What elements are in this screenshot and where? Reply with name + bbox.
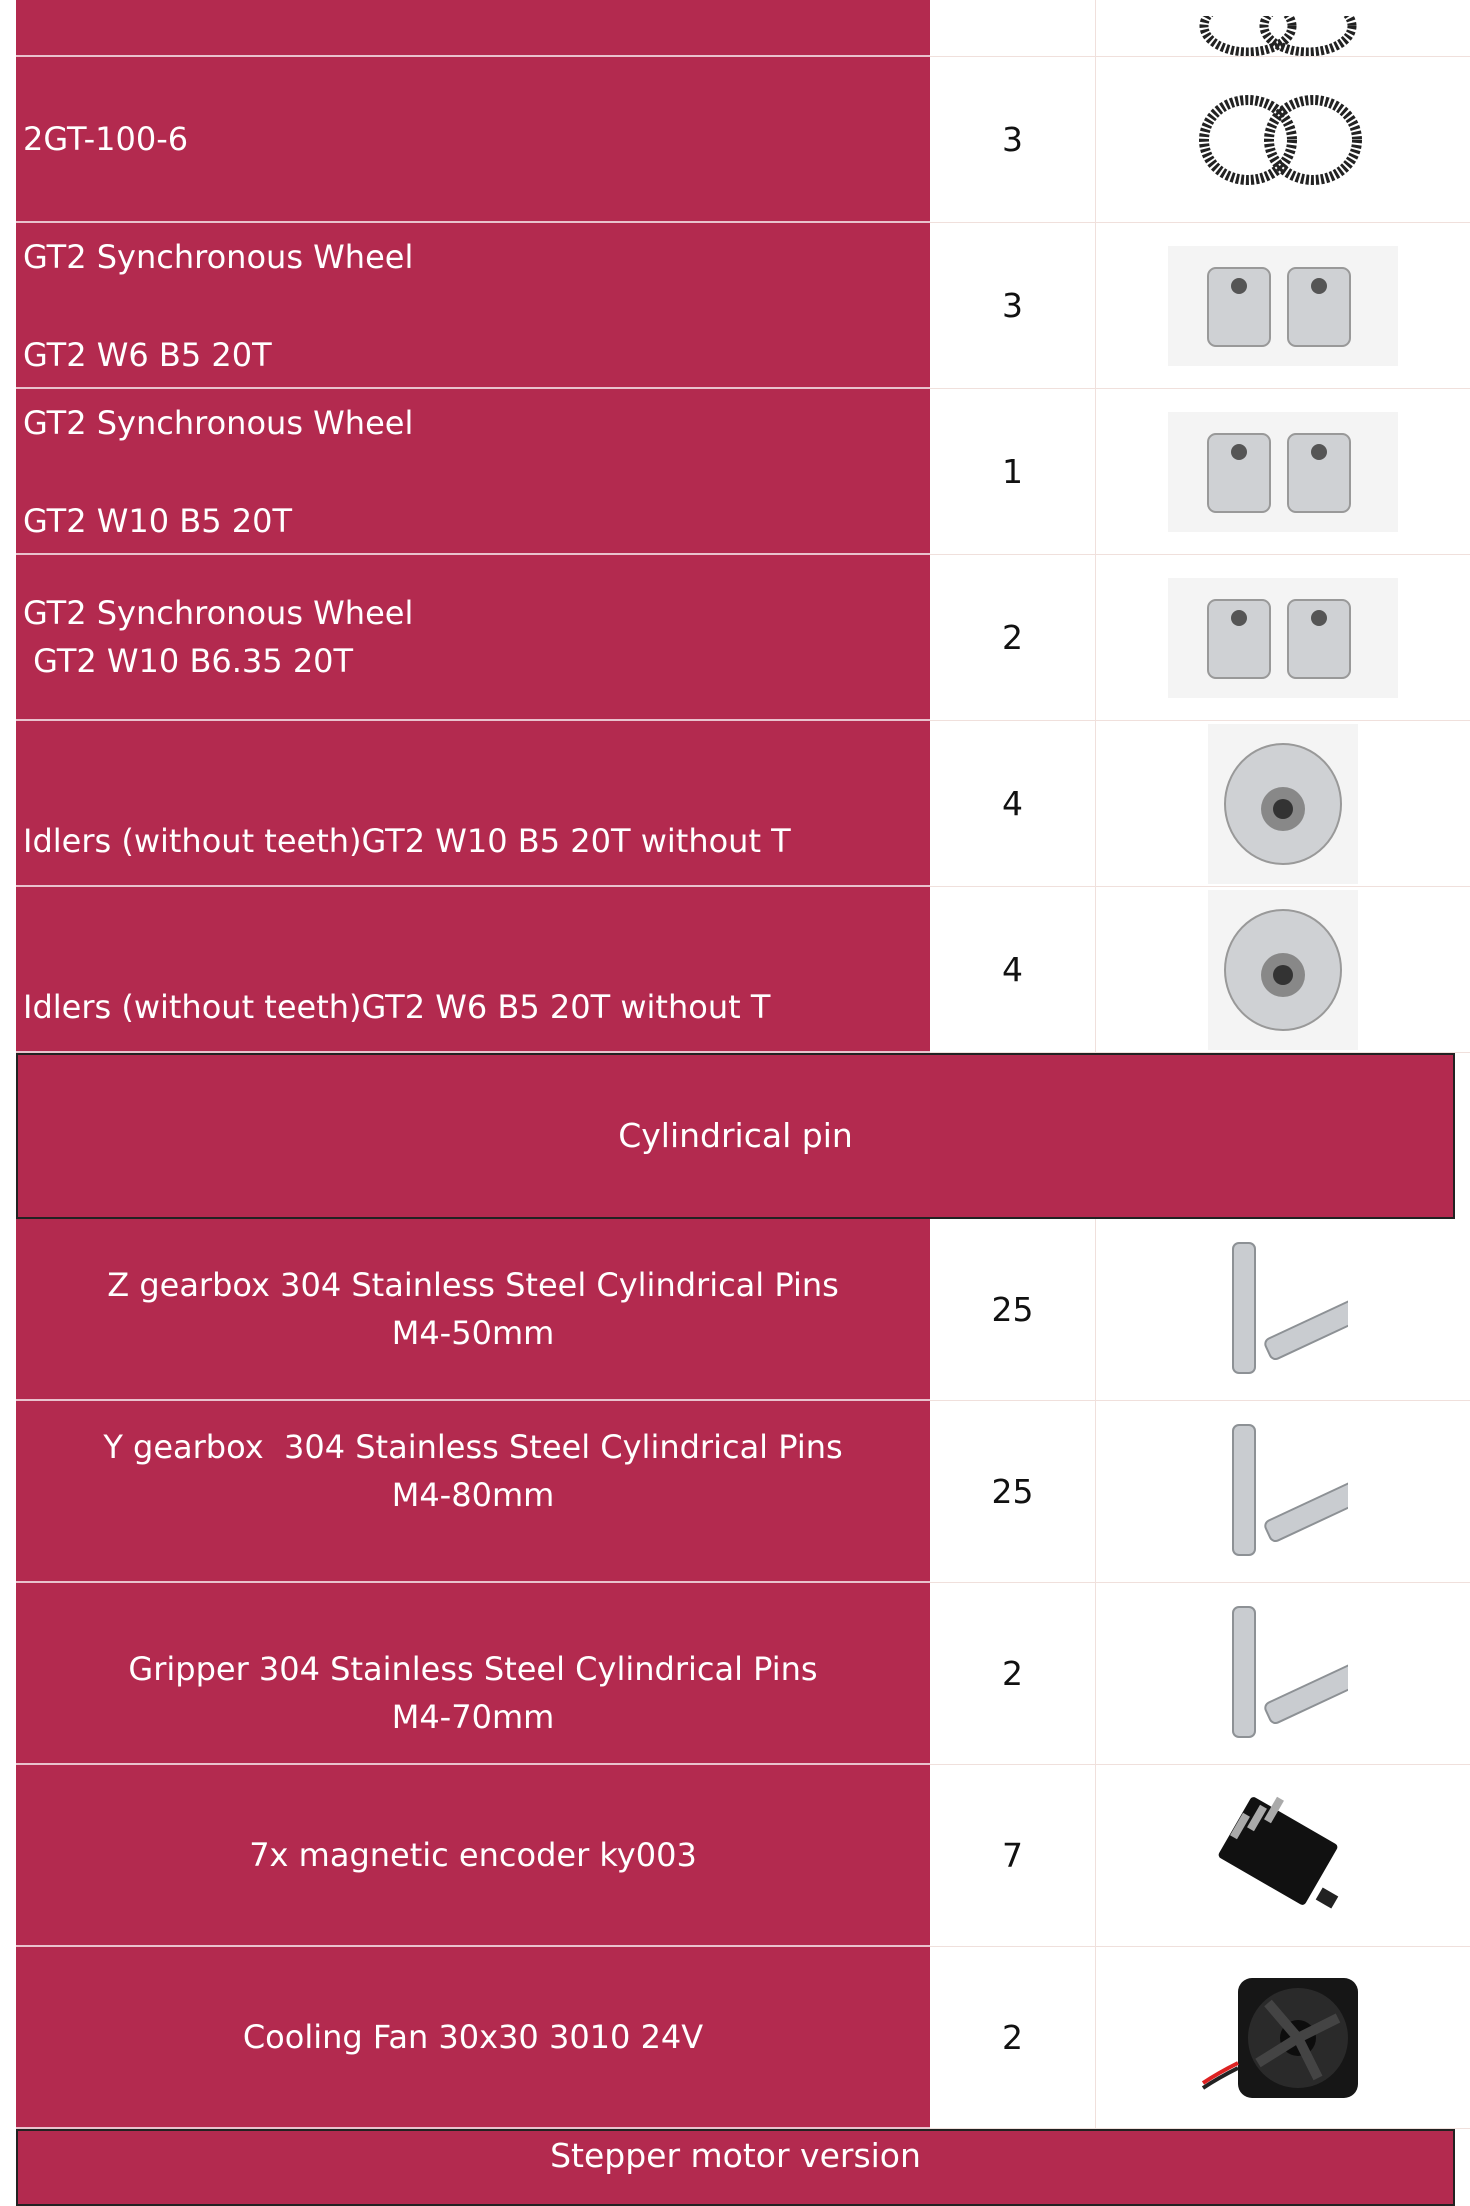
table-row	[16, 721, 1455, 887]
section-title: Cylindrical pin	[618, 1116, 853, 1155]
pulley-icon	[1096, 389, 1470, 555]
table-row	[16, 389, 1455, 555]
table-row	[16, 1401, 1455, 1583]
part-name-cell	[16, 1947, 930, 2129]
part-name: GT2 Synchronous Wheel	[23, 238, 414, 276]
part-name: Z gearbox 304 Stainless Steel Cylindrical Pins	[107, 1266, 839, 1304]
idler-icon	[1096, 721, 1470, 887]
part-name: 2GT-100-6	[23, 120, 189, 158]
qty-cell: 1	[930, 389, 1096, 555]
part-name: Gripper 304 Stainless Steel Cylindrical Pins	[128, 1650, 818, 1688]
part-name-cell	[16, 223, 930, 389]
pin-icon	[1096, 1401, 1470, 1583]
section-header-stepper-motor-version	[16, 2129, 1455, 2206]
part-name-cell	[16, 389, 930, 555]
table-row	[16, 57, 1455, 223]
table-row	[16, 887, 1455, 1053]
pulley-icon	[1096, 223, 1470, 389]
qty-cell: 2	[930, 1583, 1096, 1765]
pin-icon	[1096, 1219, 1470, 1401]
qty-cell: 3	[930, 57, 1096, 223]
timing-belt-icon	[1096, 57, 1470, 223]
part-name-cell	[16, 57, 930, 223]
part-name-cell	[16, 1583, 930, 1765]
pulley-icon	[1096, 555, 1470, 721]
part-name: Idlers (without teeth)GT2 W6 B5 20T without T	[23, 988, 771, 1026]
table-row	[16, 1219, 1455, 1401]
part-name-cell	[16, 0, 930, 57]
part-name-cell	[16, 721, 930, 887]
part-name: Cooling Fan 30x30 3010 24V	[242, 2018, 704, 2056]
part-name-cell	[16, 1401, 930, 1583]
qty-cell: 4	[930, 887, 1096, 1053]
qty-cell: 4	[930, 721, 1096, 887]
part-spec: M4-70mm	[391, 1698, 555, 1736]
part-spec: M4-50mm	[391, 1314, 555, 1352]
table-row	[16, 1765, 1455, 1947]
section-title: Stepper motor version	[550, 2136, 921, 2175]
table-row	[16, 555, 1455, 721]
encoder-icon	[1096, 1765, 1470, 1947]
part-name: Idlers (without teeth)GT2 W10 B5 20T without T	[23, 822, 791, 860]
table-row	[16, 1583, 1455, 1765]
qty-cell: 7	[930, 1765, 1096, 1947]
qty-cell: 2	[930, 1947, 1096, 2129]
part-spec: GT2 W10 B6.35 20T	[23, 642, 354, 680]
part-spec: GT2 W6 B5 20T	[23, 336, 272, 374]
qty-cell: 2	[930, 555, 1096, 721]
table-row	[16, 1947, 1455, 2129]
qty-cell: 25	[930, 1219, 1096, 1401]
table-row	[16, 0, 1455, 57]
qty-cell: 25	[930, 1401, 1096, 1583]
part-name: GT2 Synchronous Wheel	[23, 594, 414, 632]
part-name-cell	[16, 887, 930, 1053]
part-name: 7x magnetic encoder ky003	[249, 1836, 697, 1874]
idler-icon	[1096, 887, 1470, 1053]
part-spec: M4-80mm	[391, 1476, 555, 1514]
part-name: Y gearbox 304 Stainless Steel Cylindrical Pins	[103, 1428, 843, 1466]
part-spec: GT2 W10 B5 20T	[23, 502, 293, 540]
part-name-cell	[16, 1765, 930, 1947]
pin-icon	[1096, 1583, 1470, 1765]
qty-cell	[930, 0, 1096, 57]
part-name-cell	[16, 555, 930, 721]
qty-cell: 3	[930, 223, 1096, 389]
table-row	[16, 223, 1455, 389]
part-name-cell	[16, 1219, 930, 1401]
fan-icon	[1096, 1947, 1470, 2129]
section-header-cylindrical-pin	[16, 1053, 1455, 1219]
part-name: GT2 Synchronous Wheel	[23, 404, 414, 442]
timing-belt-icon	[1096, 0, 1470, 57]
